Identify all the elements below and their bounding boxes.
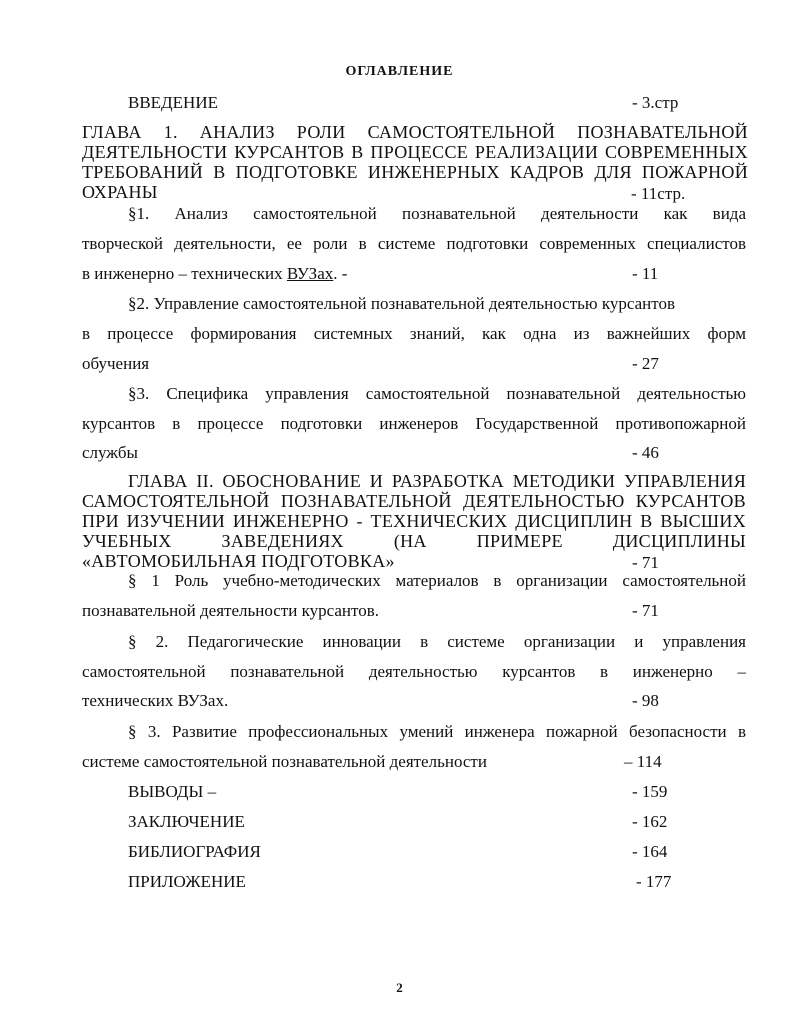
s2-1-line2: познавательной деятельности курсантов.: [82, 601, 379, 620]
toc-final-label: ЗАКЛЮЧЕНИЕ: [128, 812, 245, 831]
s1-1-line2: творческой деятельности, ее роли в системе подготовки современных специалистов: [82, 234, 746, 253]
chapter1-title-line2: ДЕЯТЕЛЬНОСТИ КУРСАНТОВ В ПРОЦЕССЕ РЕАЛИЗАЦИИ СОВРЕМЕННЫХ: [82, 142, 748, 162]
s1-2-line1: §2. Управление самостоятельной познавательной деятельностью курсантов: [128, 294, 675, 313]
s1-1-line3-a: в инженерно – технических: [82, 264, 287, 283]
toc-heading: ОГЛАВЛЕНИЕ: [345, 64, 454, 79]
toc-intro-label: ВВЕДЕНИЕ: [128, 93, 218, 112]
s1-1-line3-b: ВУЗах: [286, 264, 334, 283]
chapter2-title-line2: САМОСТОЯТЕЛЬНОЙ ПОЗНАВАТЕЛЬНОЙ ДЕЯТЕЛЬНОСТЬЮ КУРСАНТОВ: [82, 491, 746, 511]
s2-2-line2: самостоятельной познавательной деятельностью курсантов в инженерно –: [82, 662, 746, 681]
s1-3-line1: §3. Специфика управления самостоятельной познавательной деятельностью: [128, 384, 746, 403]
s1-3-line3: службы: [82, 443, 138, 462]
chapter1-page: - 11стр.: [631, 184, 686, 203]
chapter2-title-line5: «АВТОМОБИЛЬНАЯ ПОДГОТОВКА»: [82, 551, 395, 571]
s2-1-page: - 71: [632, 601, 659, 620]
toc-final-page: - 162: [632, 812, 668, 831]
s1-1-line1: §1. Анализ самостоятельной познавательной деятельности как вида: [128, 204, 746, 223]
s2-2-line1: § 2. Педагогические инновации в системе организации и управления: [128, 632, 746, 651]
toc-bibliography-page: - 164: [632, 842, 668, 861]
s1-2-line3: обучения: [82, 354, 150, 373]
s1-1-line3: [82, 264, 347, 284]
chapter2-page: - 71: [632, 553, 659, 572]
s2-1-line1: § 1 Роль учебно-методических материалов в организации самостоятельной: [128, 571, 746, 590]
toc-conclusions-label: ВЫВОДЫ –: [128, 782, 217, 801]
s1-3-line2: курсантов в процессе подготовки инженеров Государственной противопожарной: [82, 414, 746, 433]
toc-appendix-page: - 177: [636, 872, 672, 891]
s1-3-page: - 46: [632, 443, 659, 462]
s1-1-line3-c: . -: [333, 264, 348, 283]
toc-bibliography-label: БИБЛИОГРАФИЯ: [128, 842, 261, 861]
page-number: 2: [396, 980, 403, 995]
toc-intro-page: - 3.стр: [632, 93, 679, 112]
s2-2-page: - 98: [632, 691, 659, 710]
s2-3-line1: § 3. Развитие профессиональных умений инженера пожарной безопасности в: [128, 722, 746, 741]
s2-3-line2: системе самостоятельной познавательной деятельности: [82, 752, 487, 771]
s1-1-page: - 11: [632, 264, 659, 283]
chapter2-title-line1: ГЛАВА II. ОБОСНОВАНИЕ И РАЗРАБОТКА МЕТОДИКИ УПРАВЛЕНИЯ: [128, 471, 746, 491]
s2-2-line3: технических ВУЗах.: [82, 691, 229, 710]
s1-2-line2: в процессе формирования системных знаний, как одна из важнейших форм: [82, 324, 746, 343]
chapter2-title-line3: ПРИ ИЗУЧЕНИИ ИНЖЕНЕРНО - ТЕХНИЧЕСКИХ ДИСЦИПЛИН В ВЫСШИХ: [82, 511, 746, 531]
chapter1-title-line1: ГЛАВА 1. АНАЛИЗ РОЛИ САМОСТОЯТЕЛЬНОЙ ПОЗНАВАТЕЛЬНОЙ: [82, 122, 748, 142]
chapter1-title-line4: ОХРАНЫ: [82, 182, 158, 202]
chapter2-title-line4: УЧЕБНЫХ ЗАВЕДЕНИЯХ (НА ПРИМЕРЕ ДИСЦИПЛИНЫ: [82, 531, 746, 551]
s1-2-page: - 27: [632, 354, 659, 373]
toc-appendix-label: ПРИЛОЖЕНИЕ: [128, 872, 246, 891]
s2-3-page: – 114: [624, 752, 662, 771]
chapter1-title-line3: ТРЕБОВАНИЙ В ПОДГОТОВКЕ ИНЖЕНЕРНЫХ КАДРОВ ДЛЯ ПОЖАРНОЙ: [82, 162, 748, 182]
toc-conclusions-page: - 159: [632, 782, 668, 801]
